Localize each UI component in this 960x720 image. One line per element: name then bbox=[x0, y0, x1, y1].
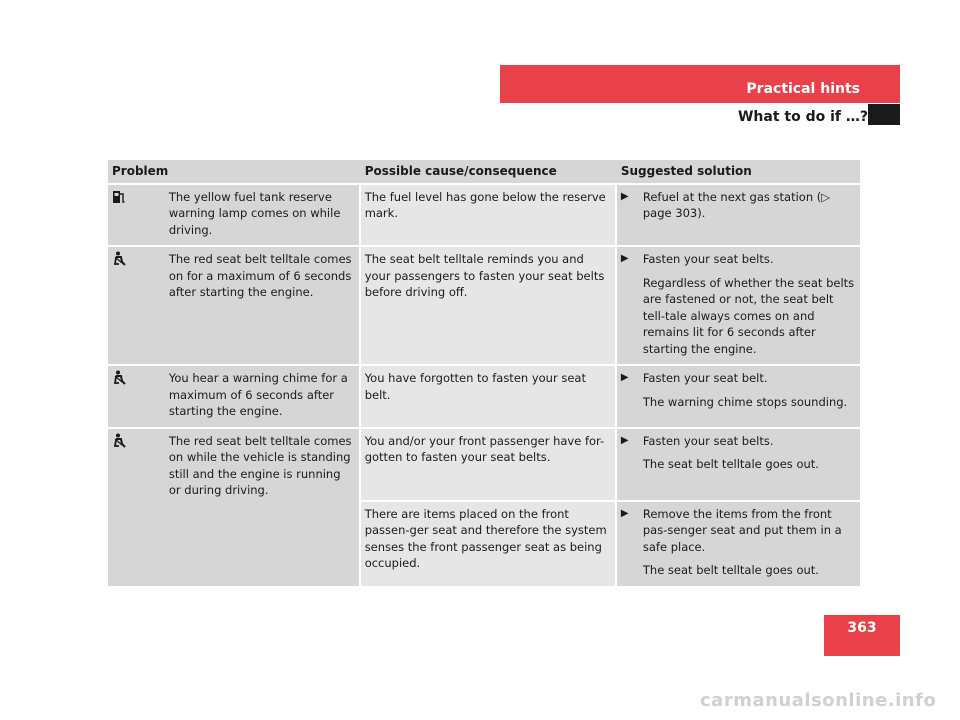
seat-belt-icon bbox=[112, 370, 126, 391]
watermark: carmanualsonline.info bbox=[700, 690, 937, 711]
step-arrow-icon: ▶ bbox=[620, 253, 629, 264]
step-text: Refuel at the next gas station (▷ page 303). bbox=[642, 189, 831, 220]
solution-cell bbox=[617, 429, 860, 502]
cause-cell: You and/or your front passenger have for-gotten to fasten your seat belts. bbox=[361, 429, 617, 502]
step-text: Fasten your seat belts. bbox=[642, 433, 774, 448]
header-band bbox=[500, 65, 900, 103]
page-number: 363 bbox=[824, 615, 900, 656]
row-icon-cell bbox=[108, 366, 165, 429]
step-text: Remove the items from the front pas-senger seat and put them in a safe place. bbox=[642, 506, 842, 554]
cause-cell: The seat belt telltale reminds you and your passengers to fasten your seat belts before driving off. bbox=[361, 247, 617, 366]
table-row bbox=[108, 247, 860, 366]
table-header-row bbox=[108, 160, 860, 185]
solution-step bbox=[621, 433, 856, 450]
solution-cell bbox=[617, 185, 860, 248]
hints-table bbox=[108, 160, 860, 588]
step-arrow-icon: ▶ bbox=[620, 434, 629, 446]
step-arrow-icon: ▶ bbox=[620, 507, 629, 519]
problem-cell: The yellow fuel tank reserve warning lamp comes on while driving. bbox=[165, 185, 361, 248]
solution-step bbox=[621, 251, 856, 268]
seat-belt-icon bbox=[112, 433, 126, 454]
step-text: Fasten your seat belts. bbox=[642, 252, 774, 266]
header-solution: Suggested solution bbox=[617, 160, 860, 185]
row-icon-cell bbox=[108, 247, 165, 366]
section-subtitle: What to do if …? bbox=[737, 109, 868, 125]
step-arrow-icon: ▶ bbox=[620, 372, 629, 383]
table-row bbox=[108, 429, 860, 502]
section-title: Practical hints bbox=[746, 81, 860, 97]
solution-note: Regardless of whether the seat belts are fastened or not, the seat belt tell-tale always comes on and remains lit for 6 seconds after starting the engine. bbox=[642, 275, 855, 356]
solution-cell bbox=[617, 502, 860, 588]
header-marker bbox=[868, 104, 900, 125]
step-text: Fasten your seat belt. bbox=[642, 371, 768, 385]
problem-cell: The red seat belt telltale comes on for a maximum of 6 seconds after starting the engine. bbox=[165, 247, 361, 366]
header-problem: Problem bbox=[108, 160, 361, 185]
step-arrow-icon: ▶ bbox=[620, 190, 629, 202]
row-icon-cell bbox=[108, 185, 165, 248]
cause-cell: There are items placed on the front passen-ger seat and therefore the system senses the front passenger seat as being occupied. bbox=[361, 502, 617, 588]
table-row bbox=[108, 185, 860, 248]
cause-cell: You have forgotten to fasten your seat belt. bbox=[361, 366, 617, 429]
header-cause: Possible cause/consequence bbox=[361, 160, 617, 185]
solution-note: The seat belt telltale goes out. bbox=[642, 457, 819, 471]
solution-step bbox=[621, 370, 856, 387]
solution-step bbox=[621, 189, 856, 222]
seat-belt-icon bbox=[112, 251, 126, 272]
row-icon-cell bbox=[108, 429, 165, 588]
solution-step bbox=[621, 506, 856, 556]
fuel-pump-icon bbox=[112, 189, 126, 210]
solution-note: The seat belt telltale goes out. bbox=[642, 563, 819, 577]
problem-cell: You hear a warning chime for a maximum of 6 seconds after starting the engine. bbox=[165, 366, 361, 429]
cause-cell: The fuel level has gone below the reserve mark. bbox=[361, 185, 617, 248]
solution-cell bbox=[617, 366, 860, 429]
table-row bbox=[108, 366, 860, 429]
solution-cell bbox=[617, 247, 860, 366]
solution-note: The warning chime stops sounding. bbox=[642, 394, 848, 409]
problem-cell: The red seat belt telltale comes on while the vehicle is standing still and the engine is running or during driving. bbox=[165, 429, 361, 588]
